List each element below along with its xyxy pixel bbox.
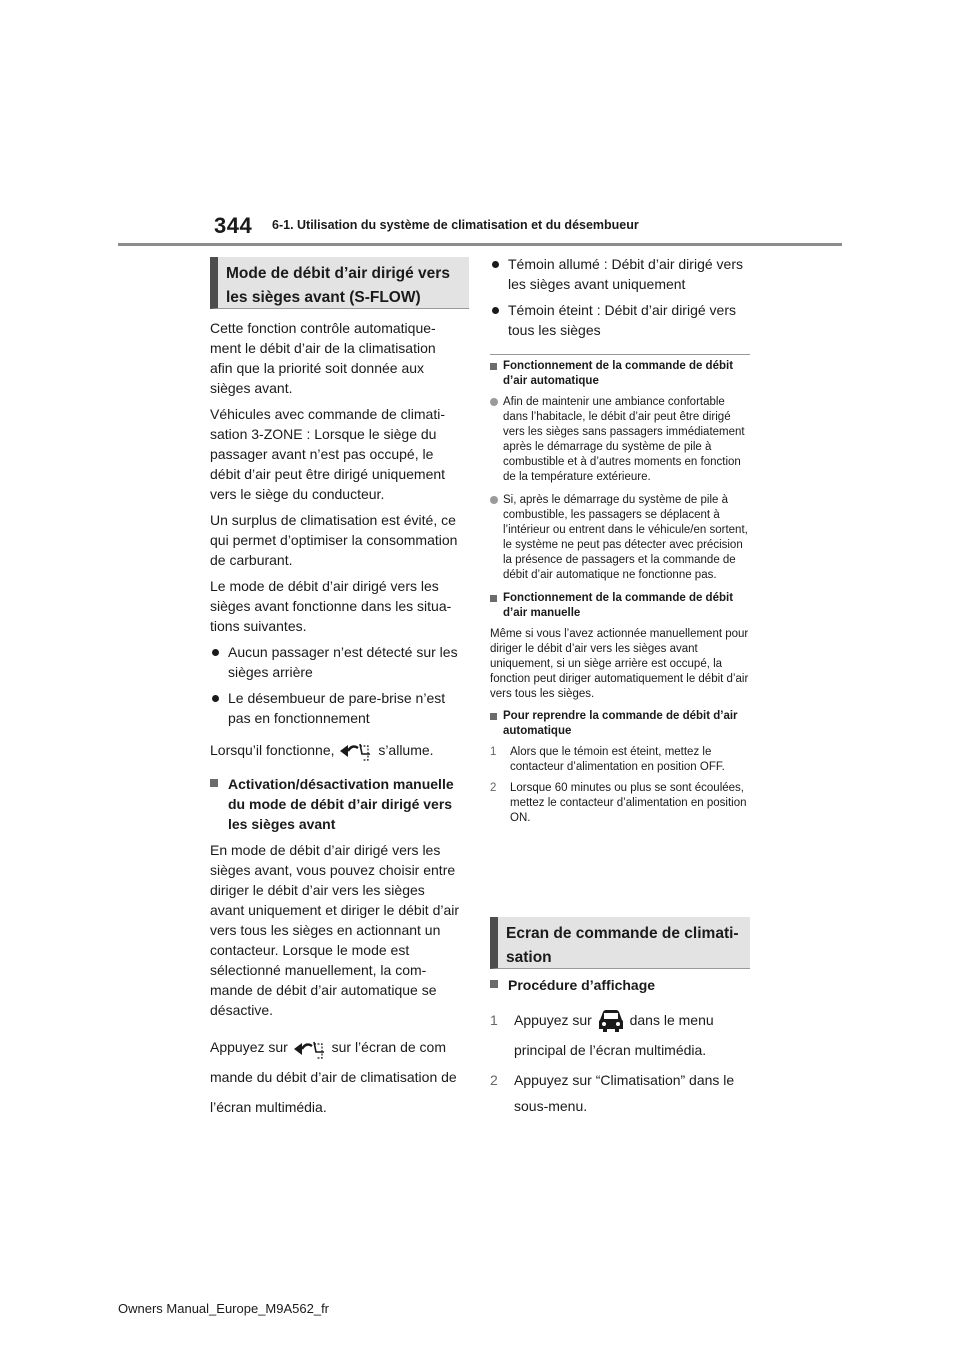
section-heading-line-1: Mode de débit d’air dirigé vers: [226, 265, 450, 282]
section-heading-line-2: les sièges avant (S-FLOW): [226, 289, 421, 306]
bullet-icon: [490, 496, 498, 504]
s-flow-icon: [338, 740, 374, 762]
square-bullet-icon: [490, 363, 497, 370]
paragraph: Le mode de débit d’air dirigé vers les sièges avant fonctionne dans les situations suivantes.: [210, 578, 452, 634]
footer-text: Owners Manual_Europe_M9A562_fr: [118, 1301, 330, 1316]
list-item: Afin de maintenir une ambiance confortable dans l’habitacle, le débit d’air peut être dirigé vers les sièges sans passagers immédiatement après le démarrage du système de pile à combustible et à d’autres moments en fonction de la température extérieure.: [490, 395, 752, 485]
step-item: 2 Lorsque 60 minutes ou plus se sont écoulées, mettez le contacteur d’alimentation en position ON.: [490, 782, 747, 824]
right-column-notes: [490, 359, 752, 832]
list-item: Le désembueur de pare-brise n’est pas en fonctionnement: [210, 688, 462, 728]
bullet-icon: [492, 261, 499, 268]
header-divider: [118, 243, 842, 246]
list-item: Témoin éteint : Débit d’air dirigé vers tous les sièges: [490, 300, 752, 340]
list-item: Si, après le démarrage du système de pile à combustible, les passagers se déplacent à l’intérieur ou entrent dans le véhicule/en sortent, le système ne peut pas détecter avec précision la présence de passagers et la commande de débit d’air automatique ne fonctionne pas.: [490, 493, 752, 583]
square-bullet-icon: [490, 595, 497, 602]
paragraph: Véhicules avec commande de climatisation 3-ZONE : Lorsque le siège du passager avant n’est pas occupé, le débit d’air peut être dirigé uniquement vers le siège du conducteur.: [210, 406, 446, 502]
car-icon: [596, 1008, 626, 1034]
right-column-bullets: [490, 254, 752, 346]
step-item: 1 Alors que le témoin est éteint, mettez le contacteur d’alimentation en position OFF.: [490, 746, 725, 773]
subheading-procedure: Procédure d’affichage: [490, 975, 752, 995]
section-heading-s-flow: [210, 257, 469, 309]
square-bullet-icon: [210, 779, 218, 787]
subheading-resume-auto: Pour reprendre la commande de débit d’air automatique: [490, 709, 752, 739]
section-heading-climate-screen: [490, 917, 750, 969]
subheading-manual-control: Fonctionnement de la commande de débit d’air manuelle: [490, 591, 752, 621]
left-column: [210, 318, 462, 1122]
bullet-icon: [490, 398, 498, 406]
paragraph: Même si vous l’avez actionnée manuellement pour diriger le débit d’air vers les sièges avant uniquement, si un siège arrière est occupé, la fonction peut diriger automatiquement le débit d’air vers tous les sièges.: [490, 628, 749, 700]
press-instruction: Appuyez sur sur l’écran de com mande du débit d’air de climatisation de l’écran multimédia.: [210, 1039, 457, 1116]
paragraph: En mode de débit d’air dirigé vers les sièges avant, vous pouvez choisir entre diriger le débit d’air vers les sièges avant uniquement et diriger le débit d’air vers tous les sièges en actionnant un contacteur. Lorsque le mode est sélectionné manuellement, la commande de débit d’air automatique se désactive.: [210, 842, 460, 1019]
indicator-line: Lorsqu’il fonctionne, s’allume.: [210, 740, 462, 762]
list-item: Témoin allumé : Débit d’air dirigé vers les sièges avant uniquement: [490, 254, 752, 294]
section-heading-line-2: sation: [506, 949, 552, 966]
bullet-icon: [212, 695, 219, 702]
paragraph: Un surplus de climatisation est évité, ce qui permet d’optimiser la consommation de carburant.: [210, 512, 458, 568]
bullet-icon: [492, 307, 499, 314]
divider: [490, 354, 750, 355]
step-item: 1 Appuyez sur dans le menu principal de l’écran multimédia.: [490, 1005, 752, 1065]
page-number: 344: [214, 213, 253, 238]
s-flow-icon: [292, 1038, 328, 1060]
list-item: Aucun passager n’est détecté sur les sièges arrière: [210, 642, 462, 682]
square-bullet-icon: [490, 713, 497, 720]
display-procedure: [490, 975, 752, 1125]
square-bullet-icon: [490, 980, 498, 988]
subheading-auto-control: Fonctionnement de la commande de débit d’air automatique: [490, 359, 752, 389]
paragraph: Cette fonction contrôle automatiquement le débit d’air de la climatisation afin que la priorité soit donnée aux sièges avant.: [210, 320, 436, 396]
step-item: 2 Appuyez sur “Climatisation” dans le sous-menu.: [490, 1072, 735, 1114]
bullet-icon: [212, 649, 219, 656]
section-heading-line-1: Ecran de commande de climati-: [506, 925, 739, 942]
chapter-title: 6-1. Utilisation du système de climatisation et du désembueur: [272, 218, 639, 232]
subheading-manual-activation: Activation/désactivation manuelle du mode de débit d’air dirigé vers les sièges avant: [210, 774, 462, 834]
